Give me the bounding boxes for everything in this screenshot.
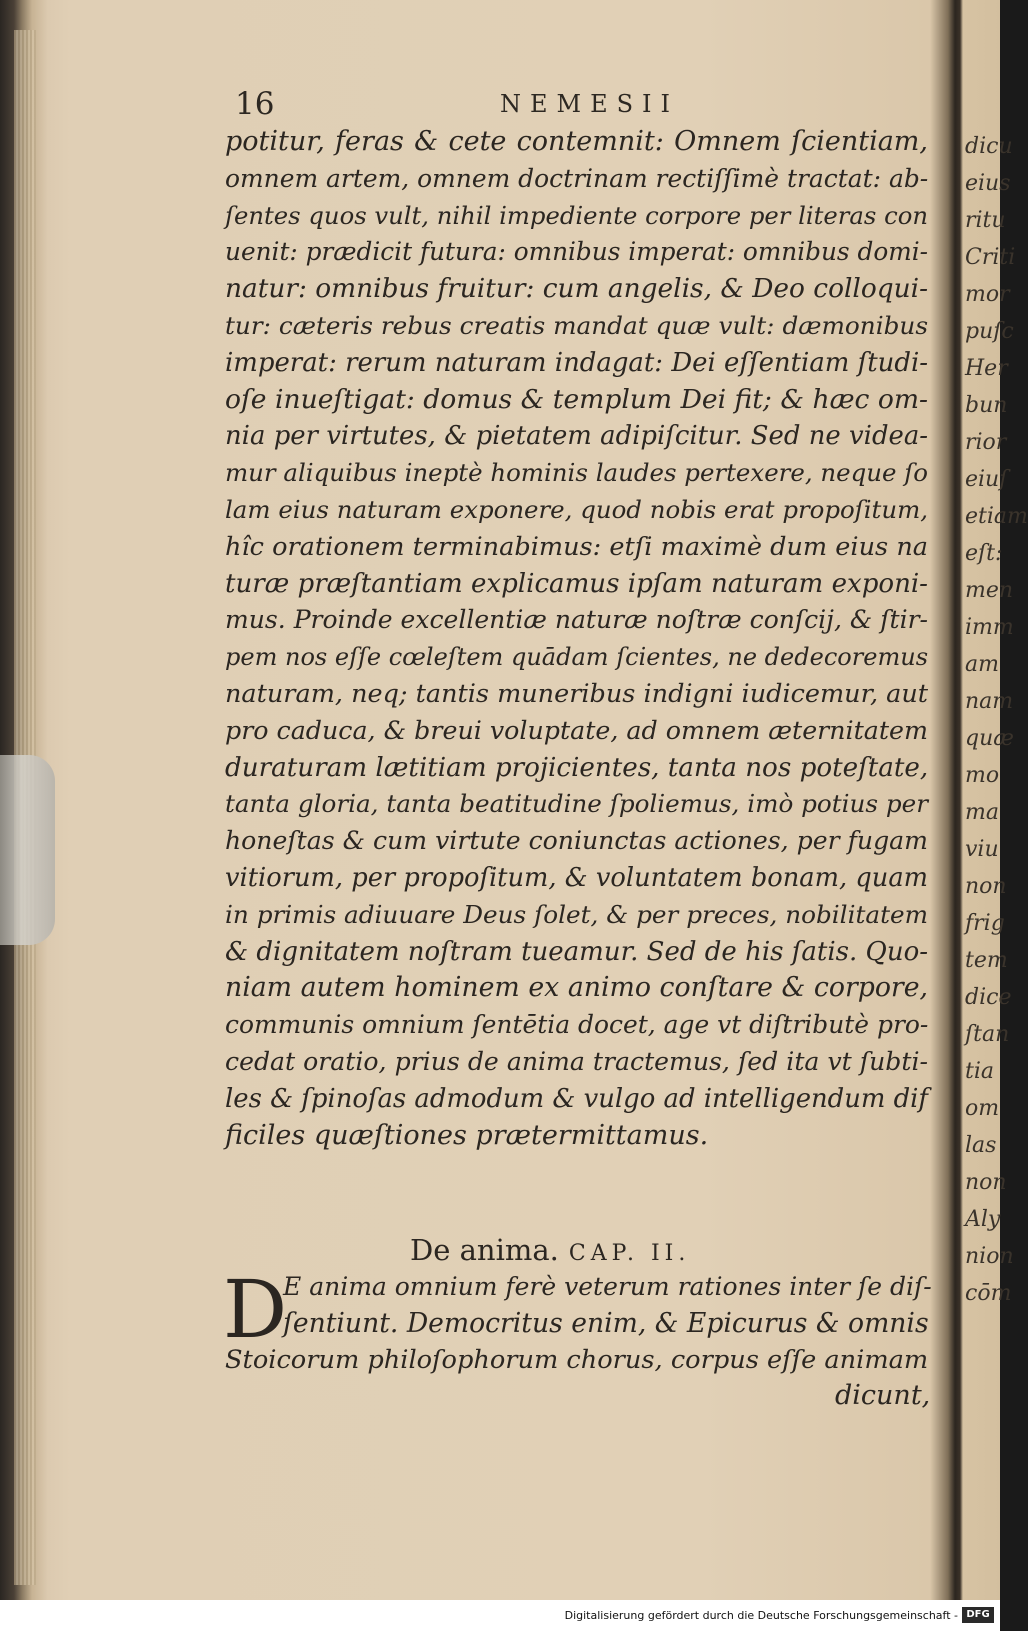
facing-page-fragment: etiam [965,504,1028,529]
facing-page-fragments [965,128,1028,1312]
facing-page-fragment: bun [965,393,1008,418]
facing-page-fragment: cōm [965,1281,1012,1306]
text-line: naturam, neq; tantis muneribus indigni iudicemur, aut [225,678,929,709]
catchword: dicunt, [835,1380,931,1411]
chapter-title [410,1233,690,1267]
drop-capital: D [223,1263,288,1356]
chapter-number: CAP. II. [568,1241,691,1266]
page-number: 16 [235,86,275,122]
facing-page-fragment: eſt: [965,541,1003,566]
chapter-title-text: De anima. [410,1233,559,1267]
facing-page-fragment: mor [965,282,1010,307]
text-line: communis omnium ſentētia docet, age vt diſtributè pro- [225,1010,929,1040]
page-header [235,86,935,126]
facing-page-fragment: Her [965,356,1008,381]
text-line: tur: cæteris rebus creatis mandat quæ vult: dæmonibus [225,310,928,340]
facing-page-fragment: dicu [965,134,1013,159]
text-line: pro caduca, & breui voluptate, ad omnem æternitatem [225,715,929,745]
text-line: in primis adiuuare Deus ſolet, & per preces, nobilitatem [225,899,928,929]
facing-page-fragment: quæ [965,726,1014,751]
text-line: pem nos eſſe cœleſtem quādam ſcientes, ne dedecoremus [225,643,929,672]
text-line: honeſtas & cum virtute coniunctas actiones, per fugam [225,826,928,856]
text-line: natur: omnibus fruitur: cum angelis, & Deo colloqui- [225,273,928,305]
facing-page-fragment: Aly [965,1207,1001,1232]
facing-page-fragment: non [965,1170,1007,1195]
facing-page-fragment: imm [965,615,1014,640]
text-line: oſe inueſtigat: domus & templum Dei fit; & hæc om- [225,383,928,415]
text-line: imperat: rerum naturam indagat: Dei eſſentiam ſtudi- [225,347,928,378]
facing-page-fragment: puſc [965,319,1014,344]
chapter-text-line: Stoicorum philoſophorum chorus, corpus eſſe animam [225,1344,929,1375]
facing-page-fragment: rior [965,430,1007,455]
body-text [225,124,928,1154]
facing-page-fragment: nam [965,689,1014,714]
facing-page-fragment: om [965,1096,1000,1121]
facing-page-fragment: non [965,874,1007,899]
text-line: nia per virtutes, & pietatem adipiſcitur. Sed ne videa- [225,421,928,452]
text-line: cedat oratio, prius de anima tractemus, ſed ita vt ſubti- [225,1046,928,1076]
facing-page-fragment: ritu [965,208,1006,233]
facing-page-fragment: dice [965,985,1012,1010]
text-line: potitur, feras & cete contemnit: Omnem ſcientiam, [225,126,928,157]
facing-page-fragment: nion [965,1244,1014,1269]
chapter-text-line: ſentiunt. Democritus enim, & Epicurus & omnis [283,1307,929,1339]
text-line: omnem artem, omnem doctrinam rectiſſimè tractat: ab- [225,163,929,193]
facing-page-fragment: Criti [965,245,1016,270]
text-line: lam eius naturam exponere, quod nobis erat propoſitum, [225,494,928,524]
facing-page-fragment: ſtan [965,1022,1010,1047]
facing-page-fragment: las [965,1133,997,1158]
footer-bar [0,1600,1000,1631]
facing-page-fragment: viu [965,837,999,862]
text-line: ſentes quos vult, nihil impediente corpore per literas con [225,200,928,230]
book-clip [0,755,55,945]
text-line: hîc orationem terminabimus: etſi maximè dum eius na [225,531,928,562]
text-line: & dignitatem noſtram tueamur. Sed de his ſatis. Quo- [225,936,929,967]
chapter-text [223,1263,932,1378]
facing-page-fragment: am [965,652,999,677]
facing-page-fragment: eiuſ [965,467,1008,492]
facing-page-fragment: tem [965,948,1008,973]
facing-page-fragment: ma [965,800,999,825]
footer-credit: Digitalisierung gefördert durch die Deutsche Forschungsgemeinschaft - [564,1609,958,1622]
chapter-text-line: E anima omnium ferè veterum rationes inter ſe diſ- [283,1272,932,1301]
running-head: NEMESII [500,90,680,118]
text-line: ficiles quæſtiones prætermittamus. [225,1119,709,1151]
text-line: mus. Proinde excellentiæ naturæ noſtræ conſcij, & ſtir- [225,605,928,635]
text-line: turæ præſtantiam explicamus ipſam naturam exponi- [225,568,928,599]
text-line: les & ſpinoſas admodum & vulgo ad intelligendum dif [225,1083,929,1114]
facing-page-fragment: eius [965,171,1011,196]
text-line: niam autem hominem ex animo conſtare & corpore, [225,972,928,1004]
text-line: duraturam lætitiam projicientes, tanta nos poteſtate, [225,752,929,783]
text-line: mur aliquibus ineptè hominis laudes pertexere, neque ſo [225,458,929,488]
facing-page-fragment: frig [965,911,1005,936]
facing-page-fragment: men [965,578,1014,603]
text-line: tanta gloria, tanta beatitudine ſpoliemus, imò potius per [225,789,928,819]
dfg-logo: DFG [962,1607,994,1623]
text-line: vitiorum, per propoſitum, & voluntatem bonam, quam [225,862,928,893]
text-line: uenit: prædicit futura: omnibus imperat: omnibus domi- [225,237,928,267]
facing-page-fragment: mo [965,763,1000,788]
facing-page-fragment: tia [965,1059,994,1084]
